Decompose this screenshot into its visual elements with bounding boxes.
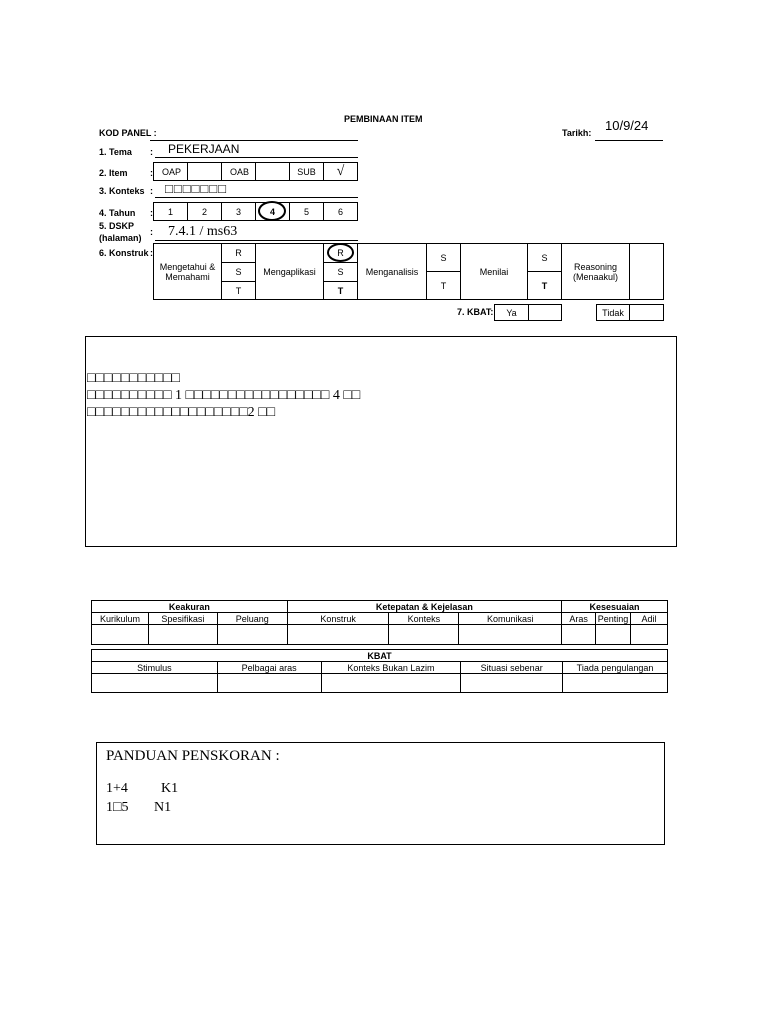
konteks-label: 3. Konteks [99, 186, 145, 196]
kod-panel-field[interactable] [150, 140, 358, 141]
col-stimulus: Stimulus [92, 662, 218, 674]
konstruk-mengaplikasi: Mengaplikasi [255, 243, 324, 300]
scoring-expr-1: 1+4 [106, 781, 128, 796]
cell-peluang[interactable] [217, 625, 287, 645]
tahun-selected-circle [258, 201, 286, 221]
item-option-oap[interactable]: OAP [153, 162, 188, 181]
kbat-header: KBAT [92, 650, 668, 662]
dskp-field[interactable] [155, 240, 358, 241]
col-konteks-bukan-lazim: Konteks Bukan Lazim [321, 662, 461, 674]
item-option-oab-box[interactable] [255, 162, 290, 181]
cell-konstruk[interactable] [287, 625, 389, 645]
cell-stimulus[interactable] [92, 674, 218, 693]
cell-pelbagai-aras[interactable] [217, 674, 321, 693]
item-option-oap-box[interactable] [187, 162, 222, 181]
tahun-option-5[interactable]: 5 [289, 202, 324, 221]
item-option-sub-check[interactable]: √ [323, 162, 358, 181]
tahun-option-4[interactable]: 4 [255, 202, 290, 221]
header-ketepatan: Ketepatan & Kejelasan [287, 601, 561, 613]
tema-field[interactable] [155, 157, 358, 158]
tema-colon: : [150, 147, 153, 157]
col-konteks: Konteks [389, 613, 459, 625]
scoring-mark-1: K1 [161, 781, 179, 796]
col-komunikasi: Komunikasi [459, 613, 562, 625]
konstruk-menilai: Menilai [460, 243, 528, 300]
col-kurikulum: Kurikulum [92, 613, 149, 625]
konstruk-menganalisis: Menganalisis [357, 243, 427, 300]
konstruk-mengaplikasi-r[interactable]: R [323, 243, 358, 263]
evaluation-table [91, 600, 668, 645]
tarikh-field[interactable] [595, 140, 663, 141]
konstruk-selected-circle [327, 243, 354, 262]
scoring-title: PANDUAN PENSKORAN : [106, 748, 280, 764]
header-keakuran: Keakuran [92, 601, 288, 613]
cell-aras[interactable] [562, 625, 596, 645]
konteks-colon: : [150, 186, 153, 196]
item-label: 2. Item [99, 168, 128, 178]
tema-value: PEKERJAAN [168, 142, 240, 156]
konstruk-menilai-s[interactable]: S [527, 243, 562, 272]
cell-penting[interactable] [596, 625, 631, 645]
tahun-option-1[interactable]: 1 [153, 202, 188, 221]
col-tiada-pengulangan: Tiada pengulangan [563, 662, 668, 674]
item-option-sub[interactable]: SUB [289, 162, 324, 181]
col-adil: Adil [631, 613, 668, 625]
question-line: □□□□□□□□□□□ [87, 371, 181, 386]
tarikh-value: 10/9/24 [605, 118, 649, 133]
dskp-value: 7.4.1 / ms63 [168, 224, 238, 239]
scoring-expr-2: 1□5 [106, 800, 129, 815]
cell-komunikasi[interactable] [459, 625, 562, 645]
scoring-box [96, 742, 665, 845]
col-peluang: Peluang [217, 613, 287, 625]
konstruk-mengetahui-t[interactable]: T [221, 281, 256, 300]
header-kesesuaian: Kesesuaian [562, 601, 668, 613]
cell-situasi-sebenar[interactable] [461, 674, 563, 693]
konstruk-menganalisis-s[interactable]: S [426, 243, 461, 272]
col-spesifikasi: Spesifikasi [148, 613, 217, 625]
col-aras: Aras [562, 613, 596, 625]
col-pelbagai-aras: Pelbagai aras [217, 662, 321, 674]
dskp-label: 5. DSKP [99, 221, 135, 231]
kbat-table [91, 649, 668, 693]
tema-label: 1. Tema [99, 147, 132, 157]
item-option-oab[interactable]: OAB [221, 162, 256, 181]
kod-panel-label: KOD PANEL : [99, 128, 157, 138]
tahun-label: 4. Tahun [99, 208, 136, 218]
cell-spesifikasi[interactable] [148, 625, 217, 645]
question-box [85, 336, 677, 547]
kbat-ya-box[interactable] [528, 304, 562, 321]
tahun-option-2[interactable]: 2 [187, 202, 222, 221]
tarikh-label: Tarikh: [562, 128, 592, 138]
konstruk-mengetahui-r[interactable]: R [221, 243, 256, 263]
tahun-option-3[interactable]: 3 [221, 202, 256, 221]
cell-tiada-pengulangan[interactable] [563, 674, 668, 693]
kbat-tidak-box[interactable] [629, 304, 664, 321]
col-penting: Penting [596, 613, 631, 625]
konstruk-menganalisis-t[interactable]: T [426, 271, 461, 300]
konstruk-mengaplikasi-s[interactable]: S [323, 262, 358, 282]
dskp-colon: : [150, 227, 153, 237]
konteks-value: □□□□□□□ [165, 181, 227, 196]
konstruk-menilai-t[interactable]: T [527, 271, 562, 300]
cell-konteks[interactable] [389, 625, 459, 645]
tahun-colon: : [150, 208, 153, 218]
konstruk-mengetahui-s[interactable]: S [221, 262, 256, 282]
item-colon: : [150, 168, 153, 178]
question-line: □□□□□□□□□□ 1 □□□□□□□□□□□□□□□□□ 4 □□ [87, 388, 361, 403]
col-konstruk: Konstruk [287, 613, 389, 625]
scoring-mark-2: N1 [154, 800, 172, 815]
tahun-option-6[interactable]: 6 [323, 202, 358, 221]
cell-konteks-bukan-lazim[interactable] [321, 674, 461, 693]
konstruk-colon: : [150, 248, 153, 258]
halaman-label: (halaman) [99, 233, 142, 243]
col-situasi-sebenar: Situasi sebenar [461, 662, 563, 674]
kbat-label: 7. KBAT: [457, 307, 494, 317]
form-title: PEMBINAAN ITEM [344, 114, 423, 124]
cell-kurikulum[interactable] [92, 625, 149, 645]
konstruk-mengaplikasi-t[interactable]: T [323, 281, 358, 300]
konteks-field[interactable] [155, 197, 358, 198]
konstruk-label: 6. Konstruk [99, 248, 149, 258]
cell-adil[interactable] [631, 625, 668, 645]
kbat-tidak[interactable]: Tidak [596, 304, 630, 321]
konstruk-mengetahui: Mengetahui & Memahami [153, 243, 222, 300]
konstruk-reasoning-box[interactable] [629, 243, 664, 300]
question-line: □□□□□□□□□□□□□□□□□□□2 □□ [87, 405, 276, 420]
konstruk-reasoning: Reasoning (Menaakul) [561, 243, 630, 300]
kbat-ya[interactable]: Ya [494, 304, 529, 321]
